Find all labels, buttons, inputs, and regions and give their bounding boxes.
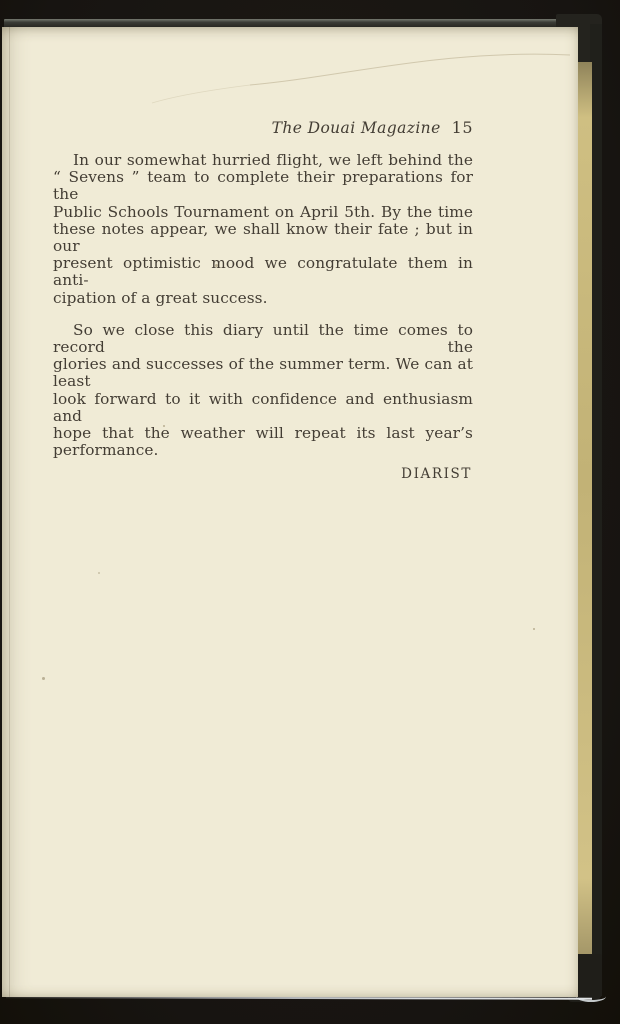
text-line: “ Sevens ” team to complete their preparations for the — [53, 168, 473, 204]
text-line: Public Schools Tournament on April 5th. By the time — [53, 202, 473, 221]
text-line: In our somewhat hurried flight, we left behind the — [73, 151, 473, 169]
page-gutter-line — [9, 27, 10, 997]
text-line: hope that the weather will repeat its last year’s performance. — [53, 424, 473, 460]
cover-corner-glint — [576, 991, 606, 1002]
author-signature: DIARIST — [401, 466, 472, 483]
text-line: look forward to it with confidence and enthusiasm and — [53, 389, 473, 425]
paper-speck — [533, 628, 535, 630]
paragraph-2 — [53, 322, 473, 460]
text-line: cipation of a great success. — [53, 288, 268, 307]
paragraph-1 — [53, 152, 473, 307]
scanned-page — [2, 27, 578, 997]
text-line: these notes appear, we shall know their fate ; but in our — [53, 219, 473, 256]
book-pages-fore-edge — [577, 62, 592, 990]
text-line: glories and successes of the summer term. We can at least — [53, 355, 473, 391]
text-block — [53, 118, 473, 482]
running-header — [53, 118, 473, 137]
page-number: 15 — [451, 118, 473, 137]
text-line: present optimistic mood we congratulate them in anti- — [53, 254, 473, 290]
paper-speck — [98, 572, 100, 574]
paper-speck — [42, 677, 45, 680]
magazine-title: The Douai Magazine — [271, 119, 441, 137]
text-line: So we close this diary until the time comes to record the — [53, 320, 473, 357]
